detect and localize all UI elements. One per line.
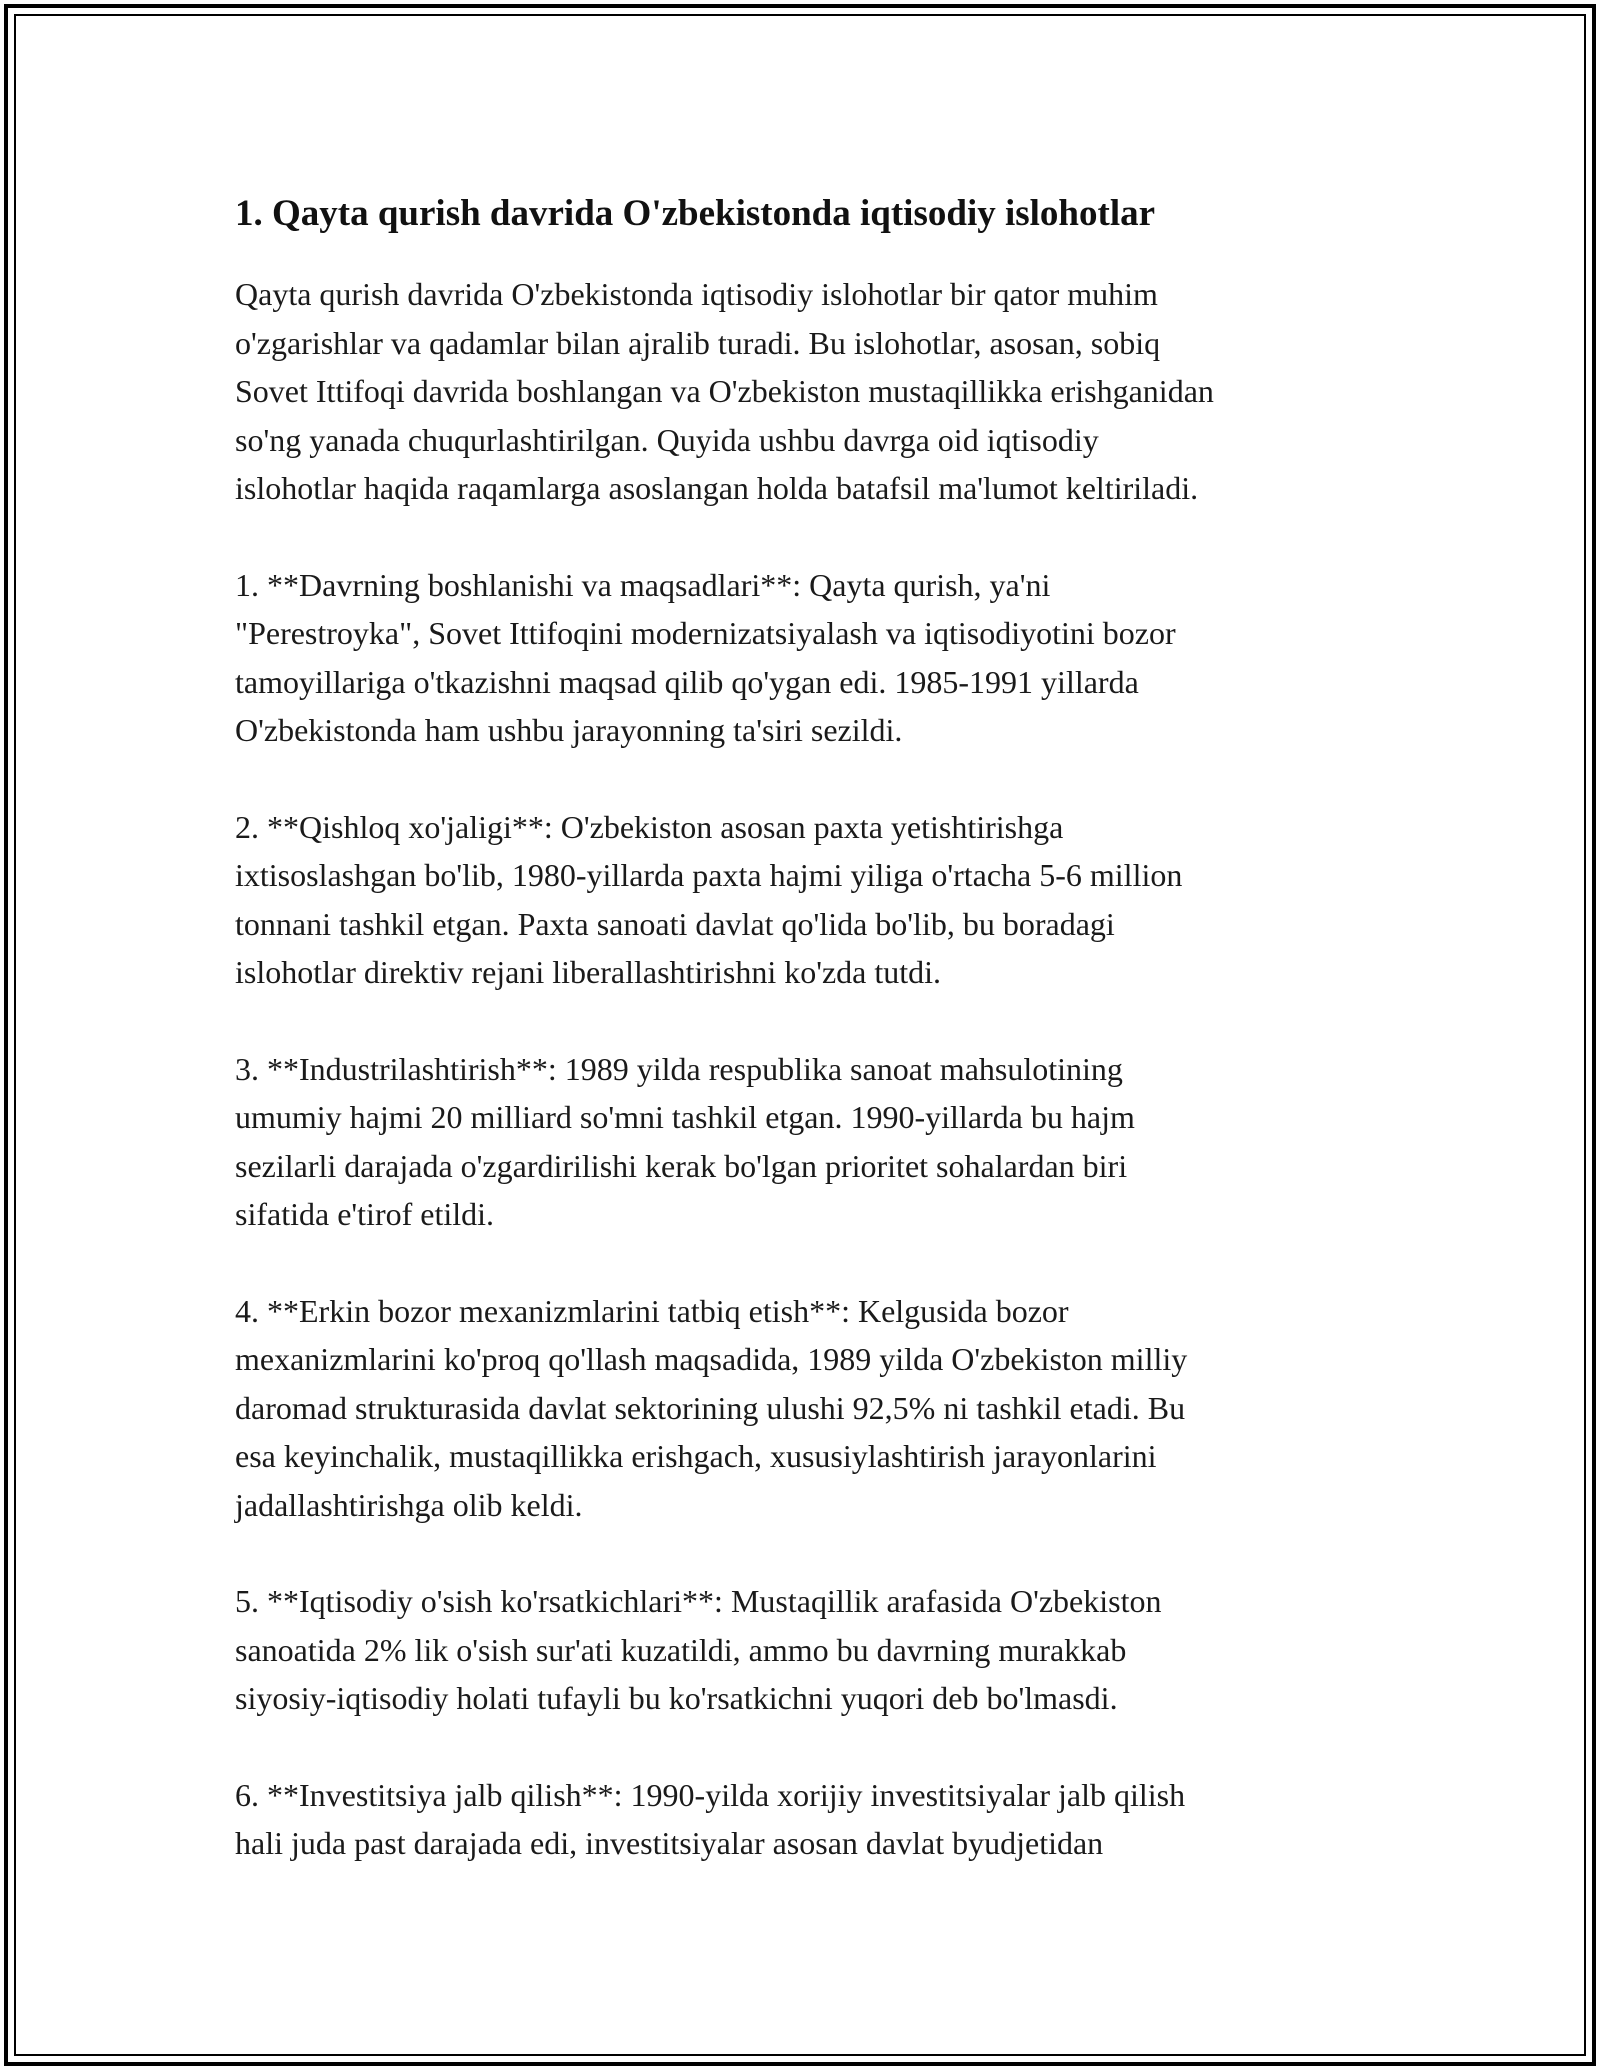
paragraph-2: 2. **Qishloq xo'jaligi**: O'zbekiston asosan paxta yetishtirishga ixtisoslashgan bo'lib, 1980-yillarda paxta hajmi yiliga o'rtacha 5-6 million tonnani tashkil etgan. Paxta sanoati davlat qo'lida bo'lib, bu boradagi islohotlar direktiv rejani liberallashtirishni ko'zda tutdi.	[235, 808, 1183, 990]
paragraph-6: 6. **Investitsiya jalb qilish**: 1990-yilda xorijiy investitsiyalar jalb qilish hali juda past darajada edi, investitsiyalar asosan davlat byudjetidan	[235, 1776, 1186, 1861]
paragraph-1: 1. **Davrning boshlanishi va maqsadlari**: Qayta qurish, ya'ni "Perestroyka", Sovet Ittifoqini modernizatsiyalash va iqtisodiyotini bozor tamoyillariga o'tkazishni maqsad qilib qo'ygan edi. 1985-1991 yillarda O'zbekistonda ham ushbu jarayonning ta'siri sezildi.	[235, 566, 1176, 748]
intro-paragraph: Qayta qurish davrida O'zbekistonda iqtisodiy islohotlar bir qator muhim o'zgarishlar va qadamlar bilan ajralib turadi. Bu islohotlar, asosan, sobiq Sovet Ittifoqi davrida boshlangan va O'zbekiston mustaqillikka erishganidan so'ng yanada chuqurlashtirilgan. Quyida ushbu davrga oid iqtisodiy islohotlar haqida raqamlarga asoslangan holda batafsil ma'lumot keltiriladi.	[235, 276, 1214, 506]
paragraph-4: 4. **Erkin bozor mexanizmlarini tatbiq etish**: Kelgusida bozor mexanizmlarini ko'proq qo'llash maqsadida, 1989 yilda O'zbekiston milliy daromad strukturasida davlat sektorining ulushi 92,5% ni tashkil etadi. Bu esa keyinchalik, mustaqillikka erishgach, xususiylashtirish jarayonlarini jadallashtirishga olib keldi.	[235, 1292, 1188, 1523]
paragraph-5: 5. **Iqtisodiy o'sish ko'rsatkichlari**: Mustaqillik arafasida O'zbekiston sanoatida 2% lik o'sish sur'ati kuzatildi, ammo bu davrning murakkab siyosiy-iqtisodiy holati tufayli bu ko'rsatkichni yuqori deb bo'lmasdi.	[235, 1583, 1162, 1716]
document-body	[235, 188, 1385, 1916]
document-title: 1. Qayta qurish davrida O'zbekistonda iqtisodiy islohotlar	[235, 193, 1156, 234]
paragraph-3: 3. **Industrilashtirish**: 1989 yilda respublika sanoat mahsulotining umumiy hajmi 20 milliard so'mni tashkil etgan. 1990-yillarda bu hajm sezilarli darajada o'zgardirilishi kerak bo'lgan prioritet sohalardan biri sifatida e'tirof etildi.	[235, 1050, 1135, 1232]
